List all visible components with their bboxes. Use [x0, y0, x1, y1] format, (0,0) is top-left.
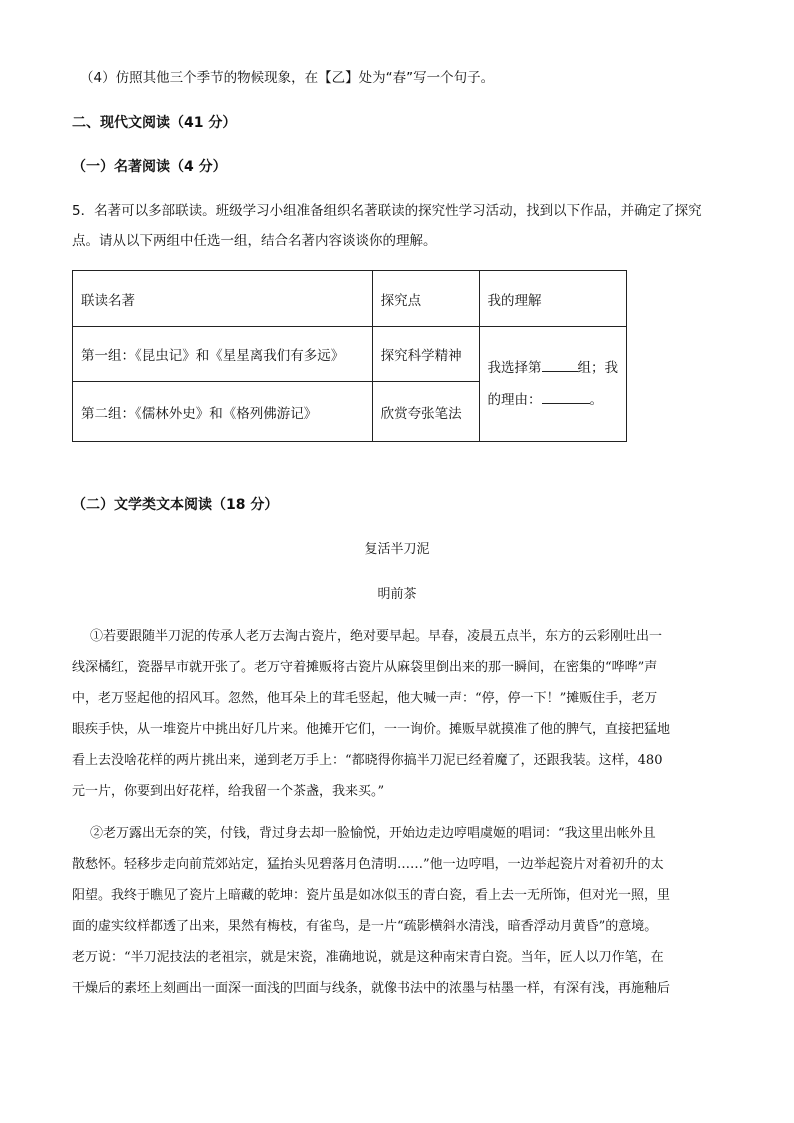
paragraph-line: 看上去没啥花样的两片挑出来，递到老万手上：“都晓得你搞半刀泥已经着魔了，还跟我装。这样，480: [72, 753, 663, 768]
table-header-cell: 探究点: [372, 271, 479, 327]
table-cell-point: 欣赏夸张笔法: [372, 382, 479, 442]
question-4: （4）仿照其他三个季节的物候现象，在【乙】处为“春”写一个句子。: [80, 70, 495, 86]
answer-text: 。: [589, 392, 603, 408]
paragraph-line: 元一片，你要到出好花样，给我留一个茶盏，我来买。”: [72, 784, 385, 799]
paragraph-line: ①若要跟随半刀泥的传承人老万去淘古瓷片，绝对要早起。早春，凌晨五点半，东方的云彩刚吐出一: [90, 629, 663, 644]
paragraph-line: 眼疾手快，从一堆瓷片中挑出好几片来。他摊开它们，一一询价。摊贩早就摸准了他的脾气，直接把猛地: [72, 722, 671, 737]
paragraph-line: 面的虚实纹样都透了出来，果然有梅枝，有雀鸟，是一片“疏影横斜水清浅，暗香浮动月黄昏”的意境。: [72, 919, 658, 934]
paragraph-line: 中，老万竖起他的招风耳。忽然，他耳朵上的茸毛竖起，他大喊一声：“停，停一下！”摊贩住手，老万: [72, 691, 658, 706]
question-5-line-2: 点。请从以下两组中任选一组，结合名著内容谈谈你的理解。: [72, 233, 437, 249]
group-blank[interactable]: [542, 357, 578, 372]
paragraph-line: 干燥后的素坯上刻画出一面深一面浅的凹面与线条，就像书法中的浓墨与枯墨一样，有深有浅，再施釉后: [72, 981, 671, 996]
table-row: [73, 327, 627, 382]
paragraph-line: 散愁怀。轻移步走向前荒郊站定，猛抬头见碧落月色清明……”他一边哼唱，一边举起瓷片对着初升的太: [72, 857, 664, 872]
answer-text: 的理由：: [487, 392, 542, 408]
paragraph-line: 线深橘红，瓷器早市就开张了。老万守着摊贩将古瓷片从麻袋里倒出来的那一瞬间，在密集的“哗哗”声: [72, 660, 658, 675]
answer-text: 我选择第: [487, 360, 542, 376]
answer-cell: [479, 327, 627, 442]
subsection-heading-1: （一）名著阅读（4 分）: [72, 159, 227, 175]
table-header-cell: 我的理解: [479, 271, 627, 327]
subsection-heading-2: （二）文学类文本阅读（18 分）: [72, 497, 279, 513]
paragraph-line: ②老万露出无奈的笑，付钱，背过身去却一脸愉悦，开始边走边哼唱虞姬的唱词：“我这里出帐外且: [90, 826, 656, 841]
article-title: 复活半刀泥: [364, 542, 430, 557]
paragraph-line: 阳望。我终于瞧见了瓷片上暗藏的乾坤：瓷片虽是如冰似玉的青白瓷，看上去一无所饰，但对光一照，里: [72, 888, 671, 903]
question-5-line-1: 5．名著可以多部联读。班级学习小组准备组织名著联读的探究性学习活动，找到以下作品，并确定了探究: [72, 203, 702, 219]
article-author: 明前茶: [377, 587, 417, 602]
table-header-cell: 联读名著: [73, 271, 373, 327]
paragraph-line: 老万说：“半刀泥技法的老祖宗，就是宋瓷，准确地说，就是这种南宋青白瓷。当年，匠人以刀作笔，在: [72, 950, 664, 965]
paragraph-1: [72, 621, 722, 807]
reason-blank[interactable]: [542, 389, 590, 404]
table-cell-works: 第一组：《昆虫记》和《星星离我们有多远》: [73, 327, 373, 382]
reading-table: [72, 270, 627, 442]
answer-text: 组；我: [577, 360, 618, 376]
section-heading: 二、现代文阅读（41 分）: [72, 115, 237, 131]
table-cell-works: 第二组：《儒林外史》和《格列佛游记》: [73, 382, 373, 442]
paragraph-2: [72, 818, 722, 1004]
table-header-row: [73, 271, 627, 327]
table-cell-point: 探究科学精神: [372, 327, 479, 382]
